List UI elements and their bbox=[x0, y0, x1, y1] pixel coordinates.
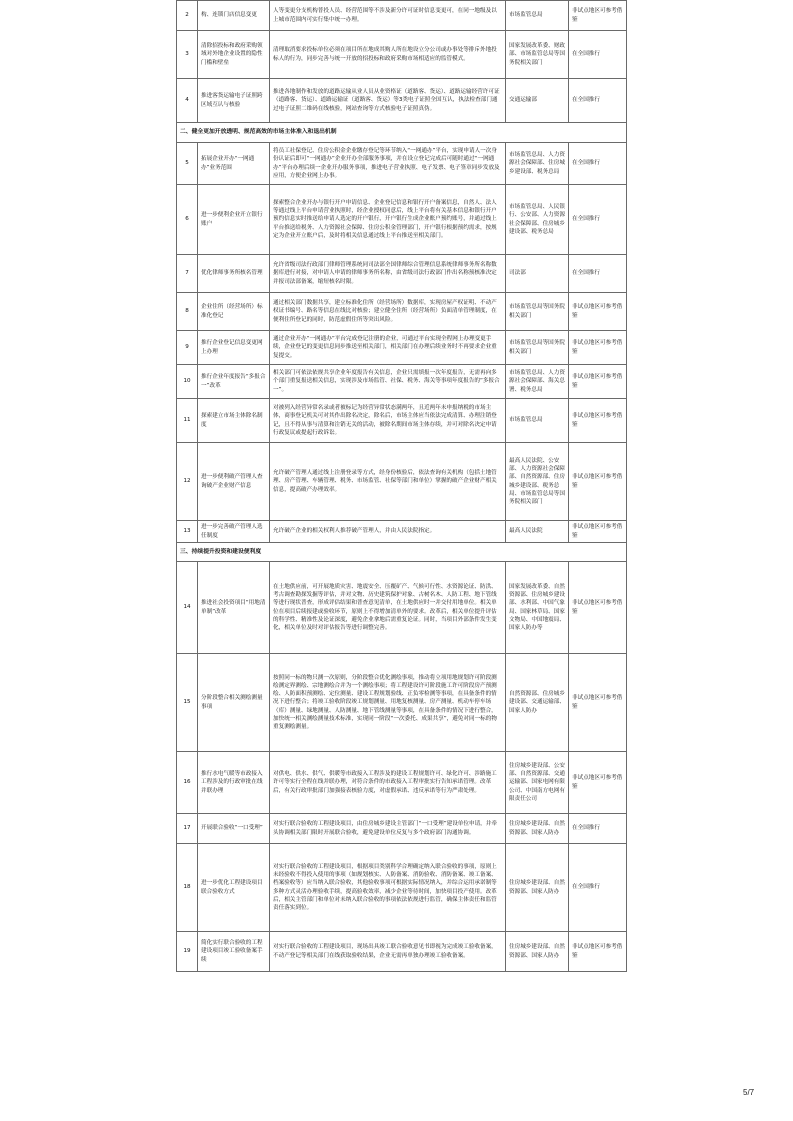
responsible-departments: 市场监管总局、人力资源社会保障部、住房城乡建设部、税务总局 bbox=[506, 143, 569, 185]
section-row bbox=[177, 123, 627, 143]
section-heading: 二、健全更加开放透明、规范高效的市场主体准入和退出机制 bbox=[177, 123, 627, 143]
section-row bbox=[177, 543, 627, 562]
reform-description: 通过相关部门数据共享，建立标准化住所（经营场所）数据库，实现房屋产权证明、不动产权证书编号、路名等信息在线比对核验；建立健全住所（经营场所）负面清单管理制度，在便利住所登记的同时，防范虚假住所等突出风险。 bbox=[270, 293, 506, 331]
implementation-scope: 非试点地区可参考借鉴 bbox=[569, 1, 627, 31]
table-row bbox=[177, 562, 627, 654]
reform-measures-table bbox=[176, 0, 627, 972]
page-number: 5/7 bbox=[743, 1088, 755, 1097]
reform-description: 对实行联合验收的工程建设项目，现场出具竣工联合验收意见书即视为完成竣工验收备案，不动产登记等相关部门在线获取验收结果，企业无需再单独办理竣工验收备案。 bbox=[270, 932, 506, 972]
reform-item: 进一步便利企业开立银行账户 bbox=[198, 185, 270, 255]
implementation-scope: 非试点地区可参考借鉴 bbox=[569, 399, 627, 443]
row-number: 16 bbox=[177, 752, 198, 814]
responsible-departments: 市场监管总局 bbox=[506, 1, 569, 31]
reform-item: 推行水电气暖等市政接入工程涉及的行政审批在线并联办理 bbox=[198, 752, 270, 814]
implementation-scope: 在全国推行 bbox=[569, 255, 627, 293]
implementation-scope: 非试点地区可参考借鉴 bbox=[569, 521, 627, 543]
row-number: 14 bbox=[177, 562, 198, 654]
implementation-scope: 非试点地区可参考借鉴 bbox=[569, 293, 627, 331]
row-number: 15 bbox=[177, 654, 198, 752]
row-number: 12 bbox=[177, 443, 198, 521]
responsible-departments: 最高人民法院、公安部、人力资源社会保障部、自然资源部、住房城乡建设部、税务总局、市场监管总局等国务院相关部门 bbox=[506, 443, 569, 521]
responsible-departments: 国家发展改革委、自然资源部、住房城乡建设部、水利部、中国气象局、国家林草局、国家文物局、中国地震局、国家人防办等 bbox=[506, 562, 569, 654]
table-row bbox=[177, 293, 627, 331]
section-heading: 三、持续提升投资和建设便利度 bbox=[177, 543, 627, 562]
document-page bbox=[176, 0, 626, 972]
responsible-departments: 市场监管总局等国务院相关部门 bbox=[506, 293, 569, 331]
row-number: 18 bbox=[177, 844, 198, 932]
implementation-scope: 非试点地区可参考借鉴 bbox=[569, 932, 627, 972]
table-row bbox=[177, 143, 627, 185]
responsible-departments: 市场监管总局、人力资源社会保障部、海关总署、税务总局 bbox=[506, 365, 569, 399]
reform-description: 通过企业开办“一网通办”平台完成登记注册的企业，可通过平台实现全程网上办理变更手续，企业登记的变更信息同步推送至相关部门，相关部门在办理后续业务时不再要求企业重复提交。 bbox=[270, 331, 506, 365]
row-number: 19 bbox=[177, 932, 198, 972]
reform-item: 企业住所（经营场所）标准化登记 bbox=[198, 293, 270, 331]
reform-item: 优化律师事务所核名管理 bbox=[198, 255, 270, 293]
reform-description: 将员工社保登记、住房公积金企业缴存登记等环节纳入“一网通办”平台，实现申请人一次身份认证后即可“一网通办”企业开办全部服务事项，并在设立登记完成后可随时通过“一网通办”平台办理后续一企业开办服务事项，推进电子营业执照、电子发票、电子签章同步发放及应用，方便企业网上办事。 bbox=[270, 143, 506, 185]
reform-item: 分阶段整合相关测绘测量事项 bbox=[198, 654, 270, 752]
reform-item: 进一步便利破产管理人查询破产企业财产信息 bbox=[198, 443, 270, 521]
table-row bbox=[177, 814, 627, 844]
reform-description: 推进各地制作和发放的道路运输从业人员从业资格证（道路客、货运）、道路运输经营许可证（道路客、货运）、道路运输证（道路客、货运）等3类电子证照全国互认，执法检查部门通过电子证照二维码在线核验，网站查询等方式核验电子证照真伪。 bbox=[270, 79, 506, 123]
row-number: 11 bbox=[177, 399, 198, 443]
responsible-departments: 住房城乡建设部、自然资源部、国家人防办 bbox=[506, 844, 569, 932]
responsible-departments: 司法部 bbox=[506, 255, 569, 293]
reform-description: 允许破产管理人通过线上注册登录等方式，经身份核验后，依法查询有关机构（包括土地管理、房产管理、车辆管理、税务、市场监管、社保等部门和单位）掌握的破产企业财产相关信息，提高破产办理效率。 bbox=[270, 443, 506, 521]
table-row bbox=[177, 932, 627, 972]
reform-description: 清理取消要求投标单位必须在项目所在地成其购人所在地设立分公司或办事处等排斥外地投标人的行为，同步完善与统一开放的招投标和政府采购市场相适应的监管模式。 bbox=[270, 31, 506, 79]
implementation-scope: 非试点地区可参考借鉴 bbox=[569, 365, 627, 399]
implementation-scope: 非试点地区可参考借鉴 bbox=[569, 562, 627, 654]
row-number: 9 bbox=[177, 331, 198, 365]
row-number: 6 bbox=[177, 185, 198, 255]
row-number: 13 bbox=[177, 521, 198, 543]
row-number: 7 bbox=[177, 255, 198, 293]
reform-item: 简化实行联合验收的工程建设项目竣工验收备案手续 bbox=[198, 932, 270, 972]
implementation-scope: 非试点地区可参考借鉴 bbox=[569, 331, 627, 365]
table-row bbox=[177, 521, 627, 543]
table-row bbox=[177, 79, 627, 123]
table-body bbox=[177, 1, 627, 972]
table-row bbox=[177, 331, 627, 365]
row-number: 8 bbox=[177, 293, 198, 331]
row-number: 4 bbox=[177, 79, 198, 123]
table-row bbox=[177, 752, 627, 814]
responsible-departments: 国家发展改革委、财政部、市场监管总局等国务院相关部门 bbox=[506, 31, 569, 79]
table-row bbox=[177, 31, 627, 79]
implementation-scope: 在全国推行 bbox=[569, 844, 627, 932]
row-number: 17 bbox=[177, 814, 198, 844]
table-row bbox=[177, 1, 627, 31]
reform-description: 对实行联合验收的工程建设项目，由住房城乡建设主管部门“一口受理”建设单位申请，并牵头协调相关部门限时开展联合验收，避免建设单位反复与多个政府部门沟通协调。 bbox=[270, 814, 506, 844]
table-row bbox=[177, 185, 627, 255]
implementation-scope: 非试点地区可参考借鉴 bbox=[569, 752, 627, 814]
row-number: 3 bbox=[177, 31, 198, 79]
row-number: 2 bbox=[177, 1, 198, 31]
implementation-scope: 非试点地区可参考借鉴 bbox=[569, 654, 627, 752]
reform-description: 相关部门可依法依规共享企业年度报告有关信息，企业只需填报一次年度报告，无需再向多个部门重复报送相关信息，实现涉及市场监管、社保、税务、海关等事项年度报告的“多报合一”。 bbox=[270, 365, 506, 399]
table-row bbox=[177, 844, 627, 932]
reform-description: 允许省级司法行政部门律师管理系统同司法部全国律师综合管理信息系统律师事务所名称数据库进行对接，对申请人申请的律师事务所名称，由省级司法行政部门作出名称预核准决定并报司法部备案，缩短核名时限。 bbox=[270, 255, 506, 293]
table-row bbox=[177, 365, 627, 399]
table-row bbox=[177, 399, 627, 443]
reform-item: 进一步完善破产管理人选任制度 bbox=[198, 521, 270, 543]
reform-description: 按照同一标的物只测一次原则，分阶段整合优化测绘事项，推动将立项用地规划许可阶段测绘测定界测绘、宗地测绘合并为一个测绘事项；将工程建设许可阶段施工许可阶段房产预测绘、人防面积预测绘、定位测量、建设工程规划验线、正负零检测等事项，在具备条件的情况下进行整合；将竣工验收阶段竣工规划测量、用地复核测量、房产测量、机动车停车场（库）测量、绿地测量、人防测量、地下管线测量等事项，在具备条件的情况下进行整合，加快统一相关测绘测量技术标准，实现同一阶段“一次委托、成果共享”，避免对同一标的物重复测绘测量。 bbox=[270, 654, 506, 752]
reform-item: 推进社会投资项目“用地清单制”改革 bbox=[198, 562, 270, 654]
reform-item: 探索建立市场主体除名制度 bbox=[198, 399, 270, 443]
responsible-departments: 交通运输部 bbox=[506, 79, 569, 123]
table-row bbox=[177, 255, 627, 293]
responsible-departments: 市场监管总局、人民银行、公安部、人力资源社会保障部、住房城乡建设部、税务总局 bbox=[506, 185, 569, 255]
reform-item: 推行企业年度报告“多报合一”改革 bbox=[198, 365, 270, 399]
responsible-departments: 市场监管总局等国务院相关部门 bbox=[506, 331, 569, 365]
reform-description: 允许破产企业的相关权利人推荐破产管理人，并由人民法院指定。 bbox=[270, 521, 506, 543]
responsible-departments: 最高人民法院 bbox=[506, 521, 569, 543]
reform-item: 进一步优化工程建设项目联合验收方式 bbox=[198, 844, 270, 932]
reform-description: 对供电、供水、供气、供暖等市政接入工程涉及的建设工程规划许可、绿化许可、涉路施工许可等实行全程在线并联办理，对符合条件的市政接入工程审批实行告知承诺管理。改革后，有关行政审批部门加强接表核验力度，对虚假承诺、违反承诺等行为严肃处理。 bbox=[270, 752, 506, 814]
reform-description: 对被列入经营异常名录或者被标记为经营异常状态满两年，且近两年未申报纳税的市场主体，商事登记机关可对其作出除名决定，除名后，市场主体应当依法完成清算、办理注销登记，且不得从事与清算和注销无关的活动，被除名期间市场主体存续，并可对除名决定申请行政复议或提起行政诉讼。 bbox=[270, 399, 506, 443]
reform-description: 探索整合企业开办与银行开户申请信息、企业登记信息和银行开户备案信息，自然人、法人等通过线上平台申请营业执照时，经企业授权同意后，线上平台将有关基本信息和银行开户预约信息实时推送给申请人选定的开户银行，开户银行生成企业账户预约账号，并通过线上平台推送给税务、人力资源社会保障、住房公积金管理部门，开户银行根据预约需求，按规定为企业开立账户后，及时将相关信息通过线上平台推送至相关部门。 bbox=[270, 185, 506, 255]
implementation-scope: 非试点地区可参考借鉴 bbox=[569, 443, 627, 521]
table-row bbox=[177, 443, 627, 521]
reform-description: 在土地供应前，可开展地质灾害、地震安全、压覆矿产、气候可行性、水资源论证、防洪、考古调查勘探发掘等评估，并对文物、历史建筑保护对象、古树名木、人防工程、地下管线等进行现状普查，形成评估结果和普查意见清单，在土地供应时一并交付用地单位。相关单位在项目后续报建或验收环节，原则上不得增加清单外的要求。改革后，相关单位提升评估的科学性、精准性及论证深度，避免企业拿地后需重复论证。同时，当项目外部条件发生变化，相关单位及时对评估报告等进行调整完善。 bbox=[270, 562, 506, 654]
implementation-scope: 在全国推行 bbox=[569, 185, 627, 255]
row-number: 5 bbox=[177, 143, 198, 185]
reform-description: 对实行联合验收的工程建设项目，根据项目类别科学合理确定纳入联合验收的事项，原则上未经验收不得投入使用的事项（如规划核实、人防备案、消防验收、消防备案、竣工备案、档案验收等）应当纳入联合验收，其他验收事项可根据实际情况纳入，并综合运用承诺制等多种方式灵活办理验收手续，提高验收效率，减少企业等待时间，加快项目投产使用。改革后，相关主管部门和单位对未纳入联合验收的事项依法依规进行监管，确保主体责任和监管责任落实到位。 bbox=[270, 844, 506, 932]
table-row bbox=[177, 654, 627, 752]
row-number: 10 bbox=[177, 365, 198, 399]
implementation-scope: 在全国推行 bbox=[569, 143, 627, 185]
responsible-departments: 住房城乡建设部、公安部、自然资源部、交通运输部、国家电网有限公司、中国南方电网有限责任公司 bbox=[506, 752, 569, 814]
responsible-departments: 住房城乡建设部、自然资源部、国家人防办 bbox=[506, 932, 569, 972]
responsible-departments: 住房城乡建设部、自然资源部、国家人防办 bbox=[506, 814, 569, 844]
reform-item: 推行企业登记信息变更网上办理 bbox=[198, 331, 270, 365]
reform-description: 人等变更分支机构普投人员、经营范围等不涉及新分许可证时信息变更可，在同一地级及以上城市范围内可实行集中统一办理。 bbox=[270, 1, 506, 31]
reform-item: 推进客货运输电子证照跨区域互认与核验 bbox=[198, 79, 270, 123]
implementation-scope: 在全国推行 bbox=[569, 79, 627, 123]
responsible-departments: 自然资源部、住房城乡建设部、交通运输部、国家人防办 bbox=[506, 654, 569, 752]
implementation-scope: 在全国推行 bbox=[569, 814, 627, 844]
reform-item: 开展联合验收“一口受理” bbox=[198, 814, 270, 844]
reform-item: 拓展企业开办“一网通办”业务范围 bbox=[198, 143, 270, 185]
responsible-departments: 市场监管总局 bbox=[506, 399, 569, 443]
reform-item: 构、连锁门店信息变更 bbox=[198, 1, 270, 31]
reform-item: 清除招投标和政府采购领域对外地企业设置的隐性门槛和壁垒 bbox=[198, 31, 270, 79]
implementation-scope: 在全国推行 bbox=[569, 31, 627, 79]
